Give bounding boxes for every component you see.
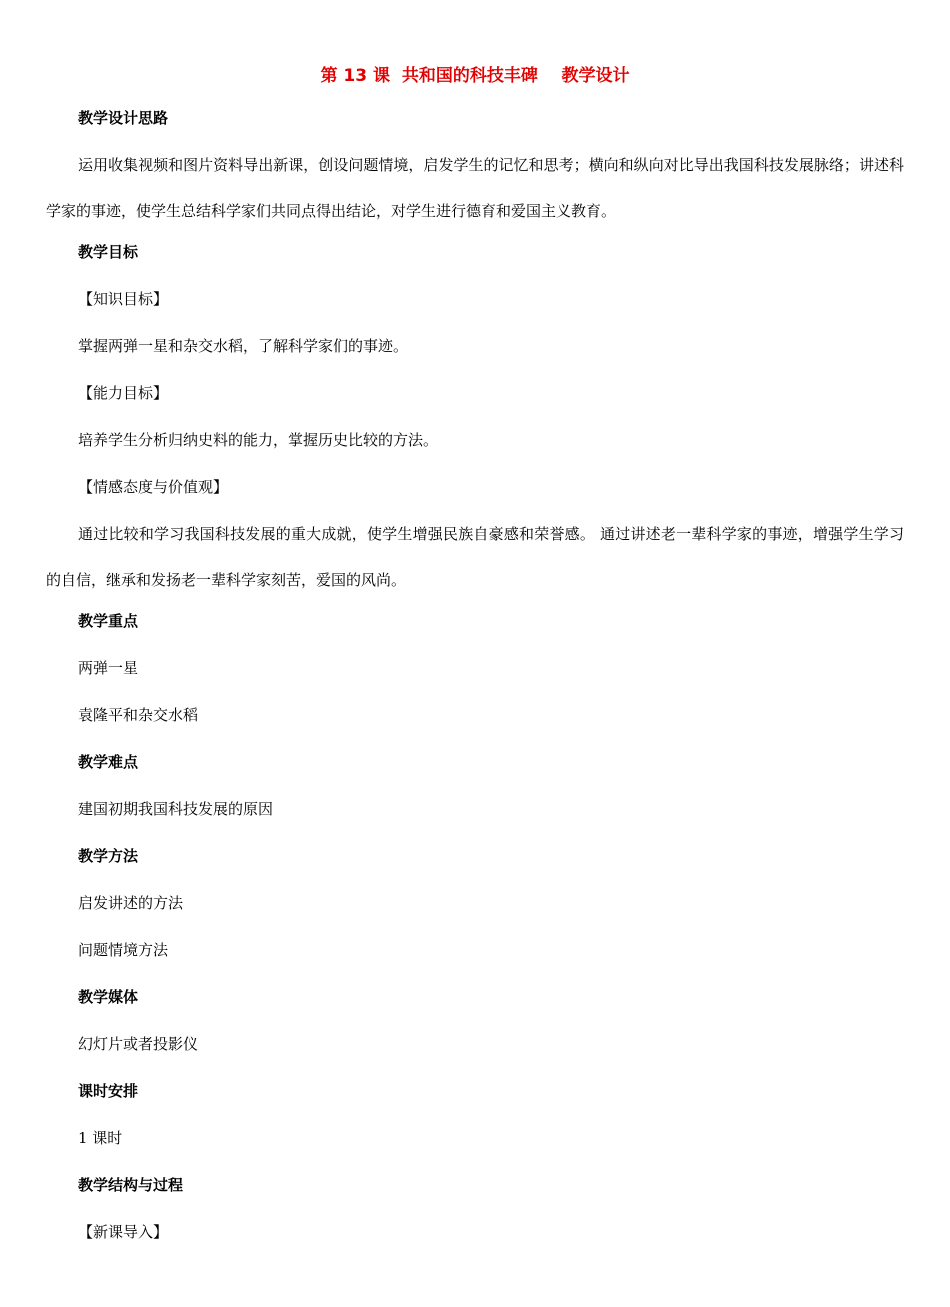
text-schedule: 1 课时 bbox=[78, 1129, 123, 1147]
heading-goals: 教学目标 bbox=[78, 243, 139, 261]
text-ability-goal: 培养学生分析归纳史料的能力，掌握历史比较的方法。 bbox=[78, 431, 439, 449]
label-emotion-goal: 【情感态度与价值观】 bbox=[78, 478, 229, 496]
label-knowledge-goal: 【知识目标】 bbox=[78, 290, 169, 308]
paragraph-emotion-goal: 通过比较和学习我国科技发展的重大成就，使学生增强民族自豪感和荣誉感。 通过讲述老一辈科学家的事迹，增强学生学习的自信，继承和发扬老一辈科学家刻苦，爱国的风尚。 bbox=[46, 525, 904, 589]
text-knowledge-goal: 掌握两弹一星和杂交水稻，了解科学家们的事迹。 bbox=[78, 337, 409, 355]
heading-schedule: 课时安排 bbox=[78, 1082, 139, 1100]
heading-key-points: 教学重点 bbox=[78, 612, 139, 630]
heading-methods: 教学方法 bbox=[78, 847, 139, 865]
heading-design-idea: 教学设计思路 bbox=[78, 109, 169, 127]
heading-difficulty: 教学难点 bbox=[78, 753, 139, 771]
heading-media: 教学媒体 bbox=[78, 988, 139, 1006]
label-ability-goal: 【能力目标】 bbox=[78, 384, 169, 402]
text-difficulty: 建国初期我国科技发展的原因 bbox=[78, 800, 274, 818]
key-point-item: 两弹一星 bbox=[78, 659, 139, 677]
method-item: 问题情境方法 bbox=[78, 941, 169, 959]
key-point-item: 袁隆平和杂交水稻 bbox=[78, 706, 199, 724]
method-item: 启发讲述的方法 bbox=[78, 894, 184, 912]
label-intro: 【新课导入】 bbox=[78, 1223, 169, 1241]
text-media: 幻灯片或者投影仪 bbox=[78, 1035, 199, 1053]
heading-structure: 教学结构与过程 bbox=[78, 1176, 184, 1194]
paragraph-design-idea: 运用收集视频和图片资料导出新课，创设问题情境，启发学生的记忆和思考；横向和纵向对比导出我国科技发展脉络；讲述科学家的事迹，使学生总结科学家们共同点得出结论，对学生进行德育和爱国主义教育。 bbox=[46, 156, 904, 220]
document-title: 第 13 课 共和国的科技丰碑 教学设计 bbox=[320, 66, 630, 86]
